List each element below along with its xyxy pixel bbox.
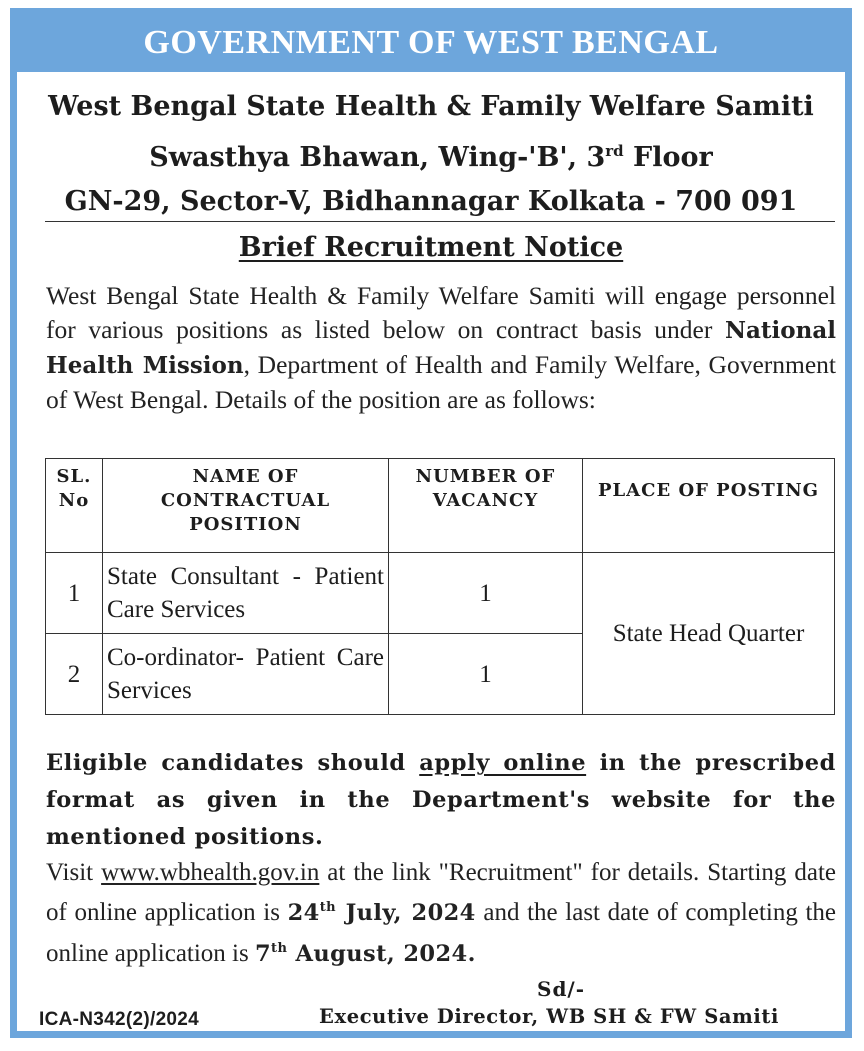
notice-code: ICA-N342(2)/2024 bbox=[39, 1009, 200, 1030]
row-position: Co-ordinator- Patient Care Services bbox=[103, 634, 389, 715]
table-row bbox=[46, 553, 835, 634]
row-vacancy: 1 bbox=[389, 634, 583, 715]
signatory: Executive Director, WB SH & FW Samiti bbox=[319, 1005, 779, 1028]
last-date: 7th August, 2024 bbox=[254, 941, 468, 967]
header-position: NAME OF CONTRACTUAL POSITION bbox=[103, 459, 389, 553]
positions-table bbox=[45, 458, 835, 715]
details-paragraph: Visit www.wbhealth.gov.in at the link "Recruitment" for details. Starting date of online application is 24th July, 2024 and the last date of completing the online application is 7th August, 2024. bbox=[46, 859, 837, 967]
address-line-2: GN-29, Sector-V, Bidhannagar Kolkata - 700 091 bbox=[64, 186, 798, 217]
header-vacancy: NUMBER OF VACANCY bbox=[389, 459, 583, 553]
signature-mark: Sd/- bbox=[537, 977, 586, 1001]
header-place: PLACE OF POSTING bbox=[583, 459, 835, 553]
row-vacancy: 1 bbox=[389, 553, 583, 634]
header-sl: SL. No bbox=[46, 459, 103, 553]
table-header-row bbox=[46, 459, 835, 553]
row-position: State Consultant - Patient Care Services bbox=[103, 553, 389, 634]
row-sl: 1 bbox=[46, 553, 103, 634]
website-link[interactable]: www.wbhealth.gov.in bbox=[101, 859, 320, 886]
place-of-posting: State Head Quarter bbox=[583, 553, 835, 715]
apply-online-text: apply online bbox=[419, 750, 587, 776]
government-banner: GOVERNMENT OF WEST BENGAL bbox=[17, 15, 845, 72]
address-line-1: Swasthya Bhawan, Wing-'B', 3rd Floor bbox=[149, 142, 713, 173]
scheme-name: National Health Mission bbox=[46, 317, 836, 379]
eligibility-paragraph: Eligible candidates should apply online in the prescribed format as given in the Department's website for the mentioned positions. bbox=[46, 750, 836, 850]
divider bbox=[45, 221, 835, 222]
row-sl: 2 bbox=[46, 634, 103, 715]
intro-paragraph: West Bengal State Health & Family Welfare Samiti will engage personnel for various positions as listed below on contract basis under National Health Mission, Department of Health and Family Welfare, Government of West Bengal. Details of the position are as follows: bbox=[46, 281, 836, 414]
org-name: West Bengal State Health & Family Welfare Samiti bbox=[48, 91, 814, 122]
organization-header bbox=[17, 85, 845, 224]
start-date: 24th July, 2024 bbox=[287, 900, 476, 926]
notice-title: Brief Recruitment Notice bbox=[238, 232, 624, 263]
notice-frame bbox=[10, 8, 852, 1038]
